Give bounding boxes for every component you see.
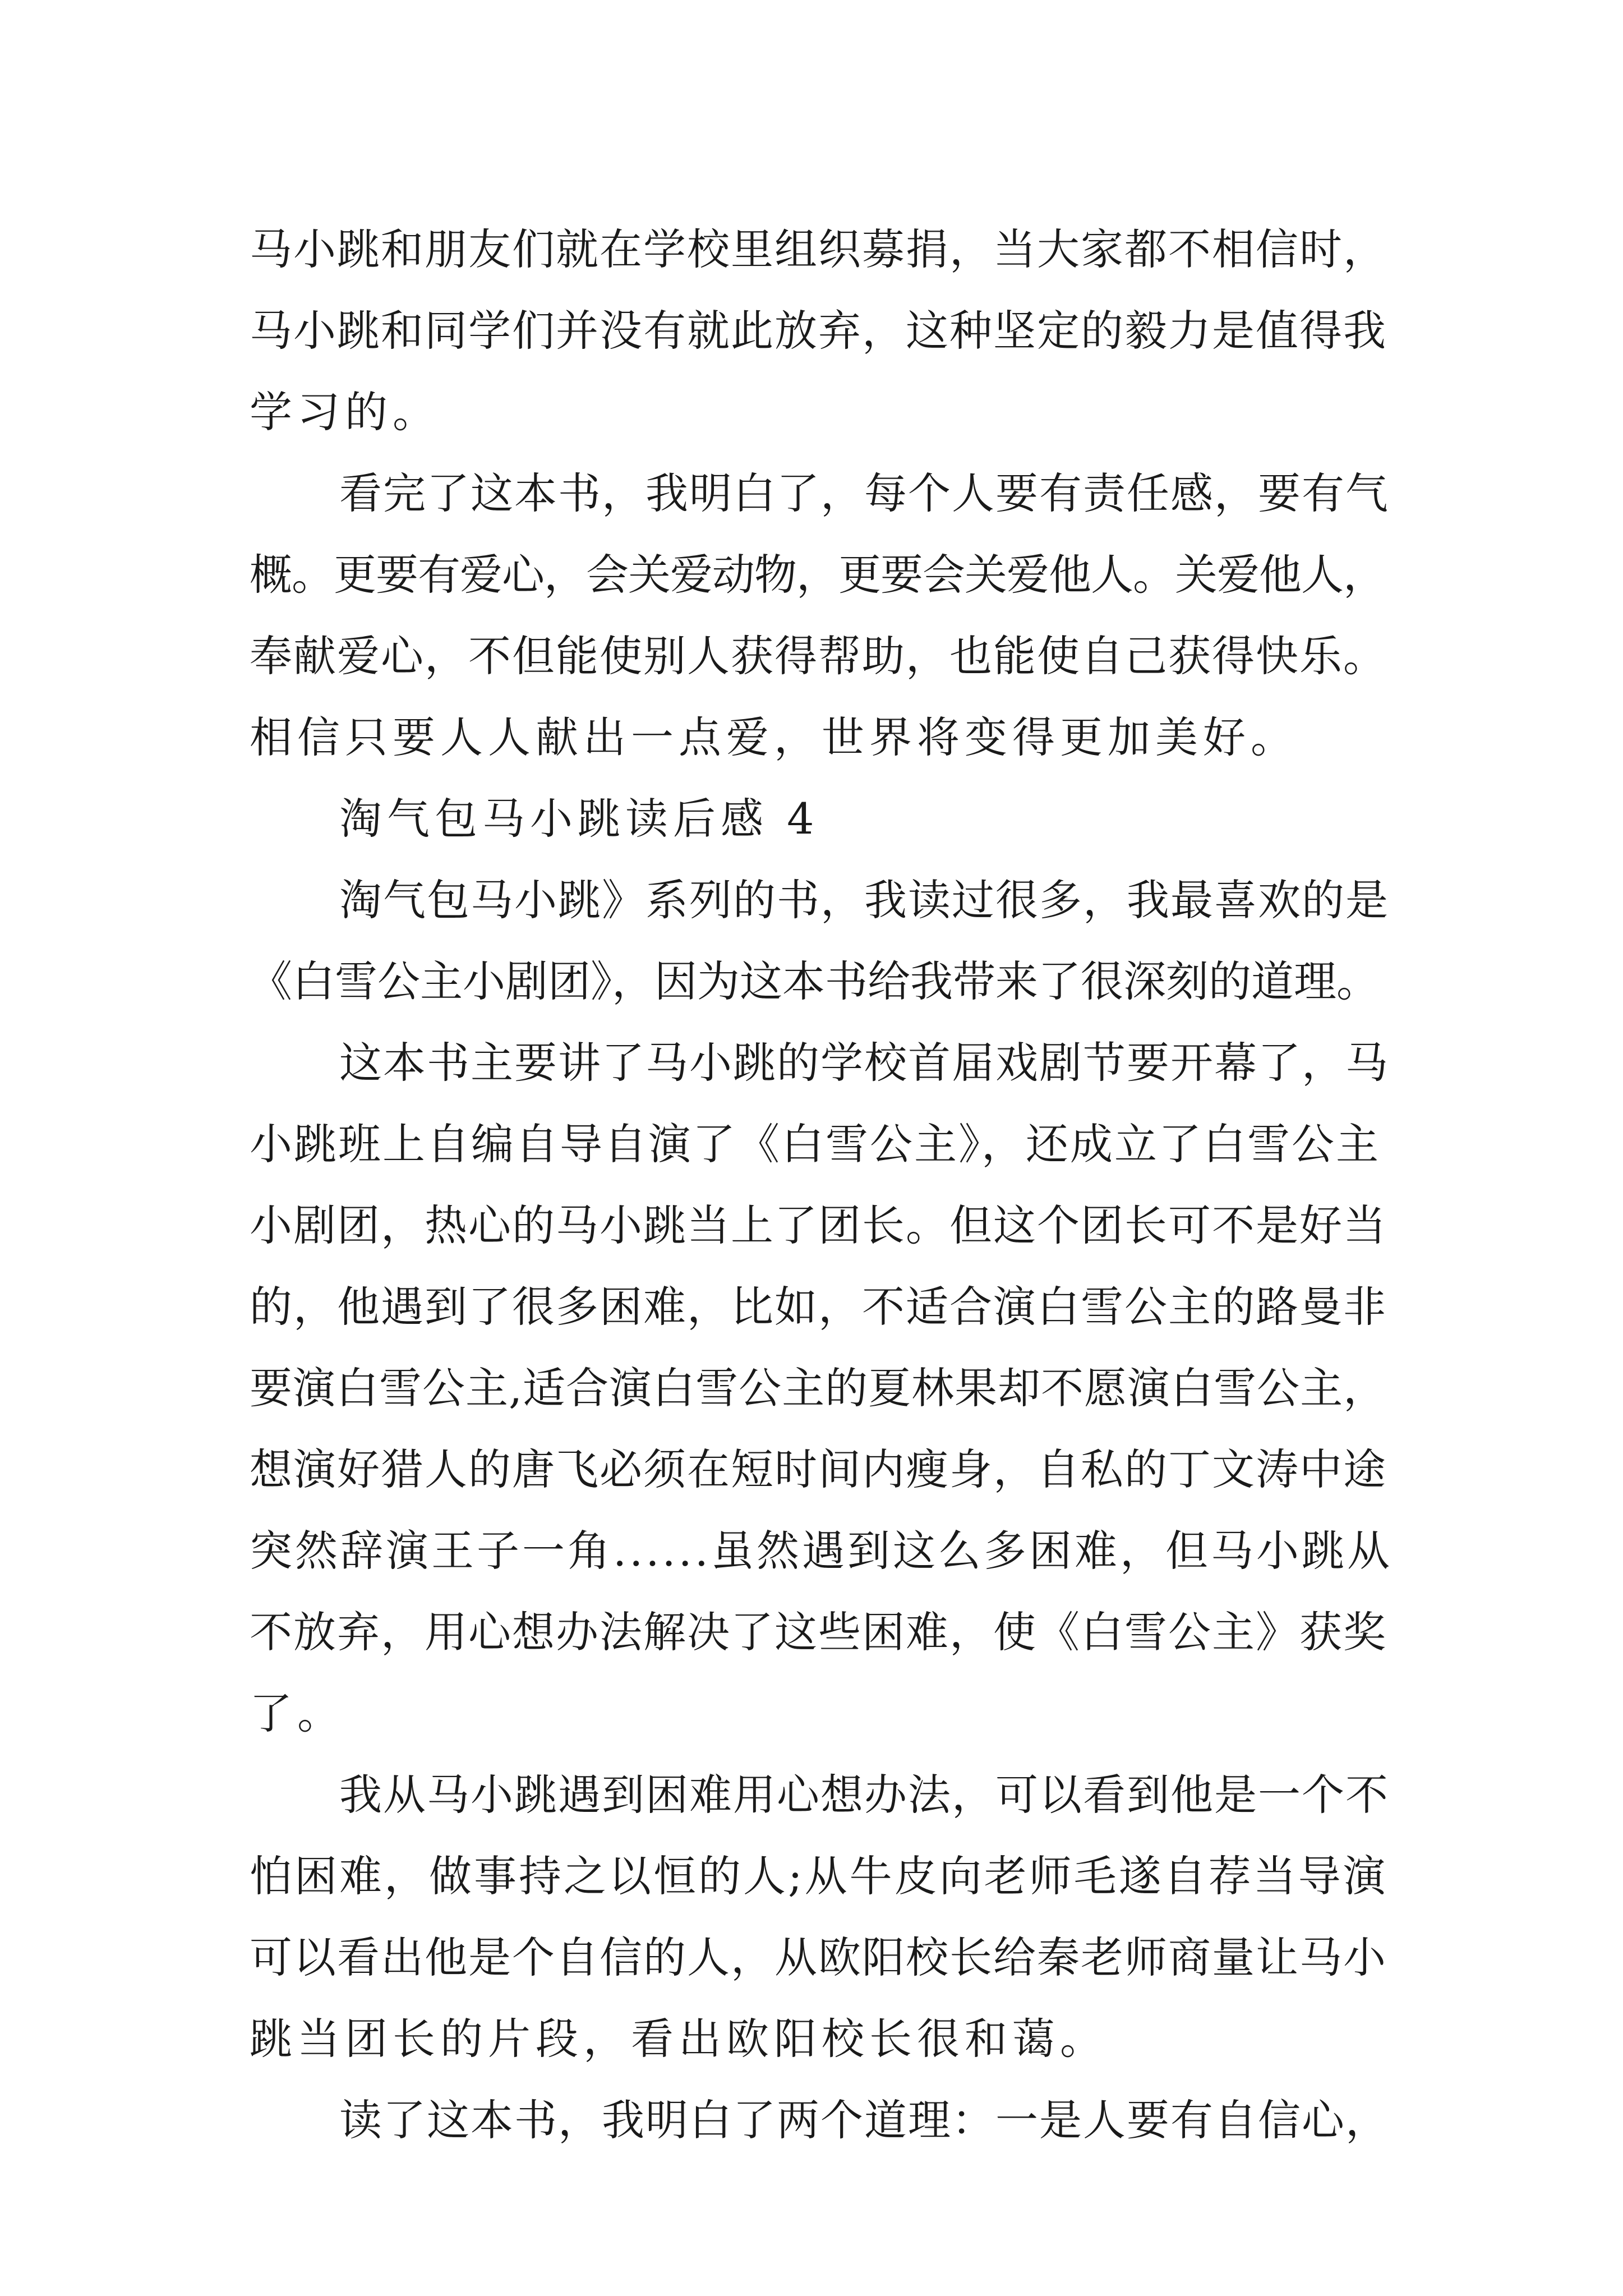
section-heading: 淘气包马小跳读后感 4: [339, 794, 819, 844]
text-line: 看完了这本书，我明白了，每个人要有责任感，要有气: [339, 468, 1389, 518]
text-line: 马小跳和朋友们就在学校里组织募捐，当大家都不相信时，: [250, 224, 1387, 274]
text-line: 概。更要有爱心，会关爱动物，更要会关爱他人。关爱他人，: [250, 550, 1385, 600]
text-line: 淘气包马小跳》系列的书，我读过很多，我最喜欢的是: [339, 875, 1389, 925]
text-line: 小剧团，热心的马小跳当上了团长。但这个团长可不是好当: [250, 1200, 1387, 1250]
text-line: 不放弃，用心想办法解决了这些困难，使《白雪公主》获奖: [250, 1607, 1387, 1657]
text-line: 马小跳和同学们并没有就此放弃，这种坚定的毅力是值得我: [250, 306, 1387, 356]
text-line: 相信只要人人献出一点爱，世界将变得更加美好。: [250, 712, 1298, 762]
text-line: 我从马小跳遇到困难用心想办法，可以看到他是一个不: [339, 1770, 1389, 1820]
text-line: 读了这本书，我明白了两个道理：一是人要有自信心，: [339, 2095, 1389, 2145]
text-line: 小跳班上自编自导自演了《白雪公主》，还成立了白雪公主: [250, 1119, 1380, 1169]
text-line: 了。: [250, 1688, 345, 1738]
text-line: 奉献爱心，不但能使别人获得帮助，也能使自己获得快乐。: [250, 631, 1387, 681]
text-line: 这本书主要讲了马小跳的学校首届戏剧节要开幕了，马: [339, 1038, 1389, 1088]
text-line: 想演好猎人的唐飞必须在短时间内瘦身，自私的丁文涛中途: [250, 1444, 1387, 1494]
text-line: 跳当团长的片段，看出欧阳校长很和蔼。: [250, 2014, 1108, 2064]
text-line: 突然辞演王子一角......虽然遇到这么多困难，但马小跳从: [250, 1526, 1393, 1576]
text-line: 学习的。: [250, 387, 440, 437]
text-line: 怕困难，做事持之以恒的人;从牛皮向老师毛遂自荐当导演: [250, 1851, 1388, 1901]
body-text: [250, 209, 1394, 2161]
text-line: 的，他遇到了很多困难，比如，不适合演白雪公主的路曼非: [250, 1282, 1387, 1332]
text-line: 要演白雪公主,适合演白雪公主的夏林果却不愿演白雪公主，: [250, 1363, 1387, 1413]
text-line: 《白雪公主小剧团》，因为这本书给我带来了很深刻的道理。: [250, 956, 1379, 1006]
text-line: 可以看出他是个自信的人，从欧阳校长给秦老师商量让马小: [250, 1932, 1387, 1982]
